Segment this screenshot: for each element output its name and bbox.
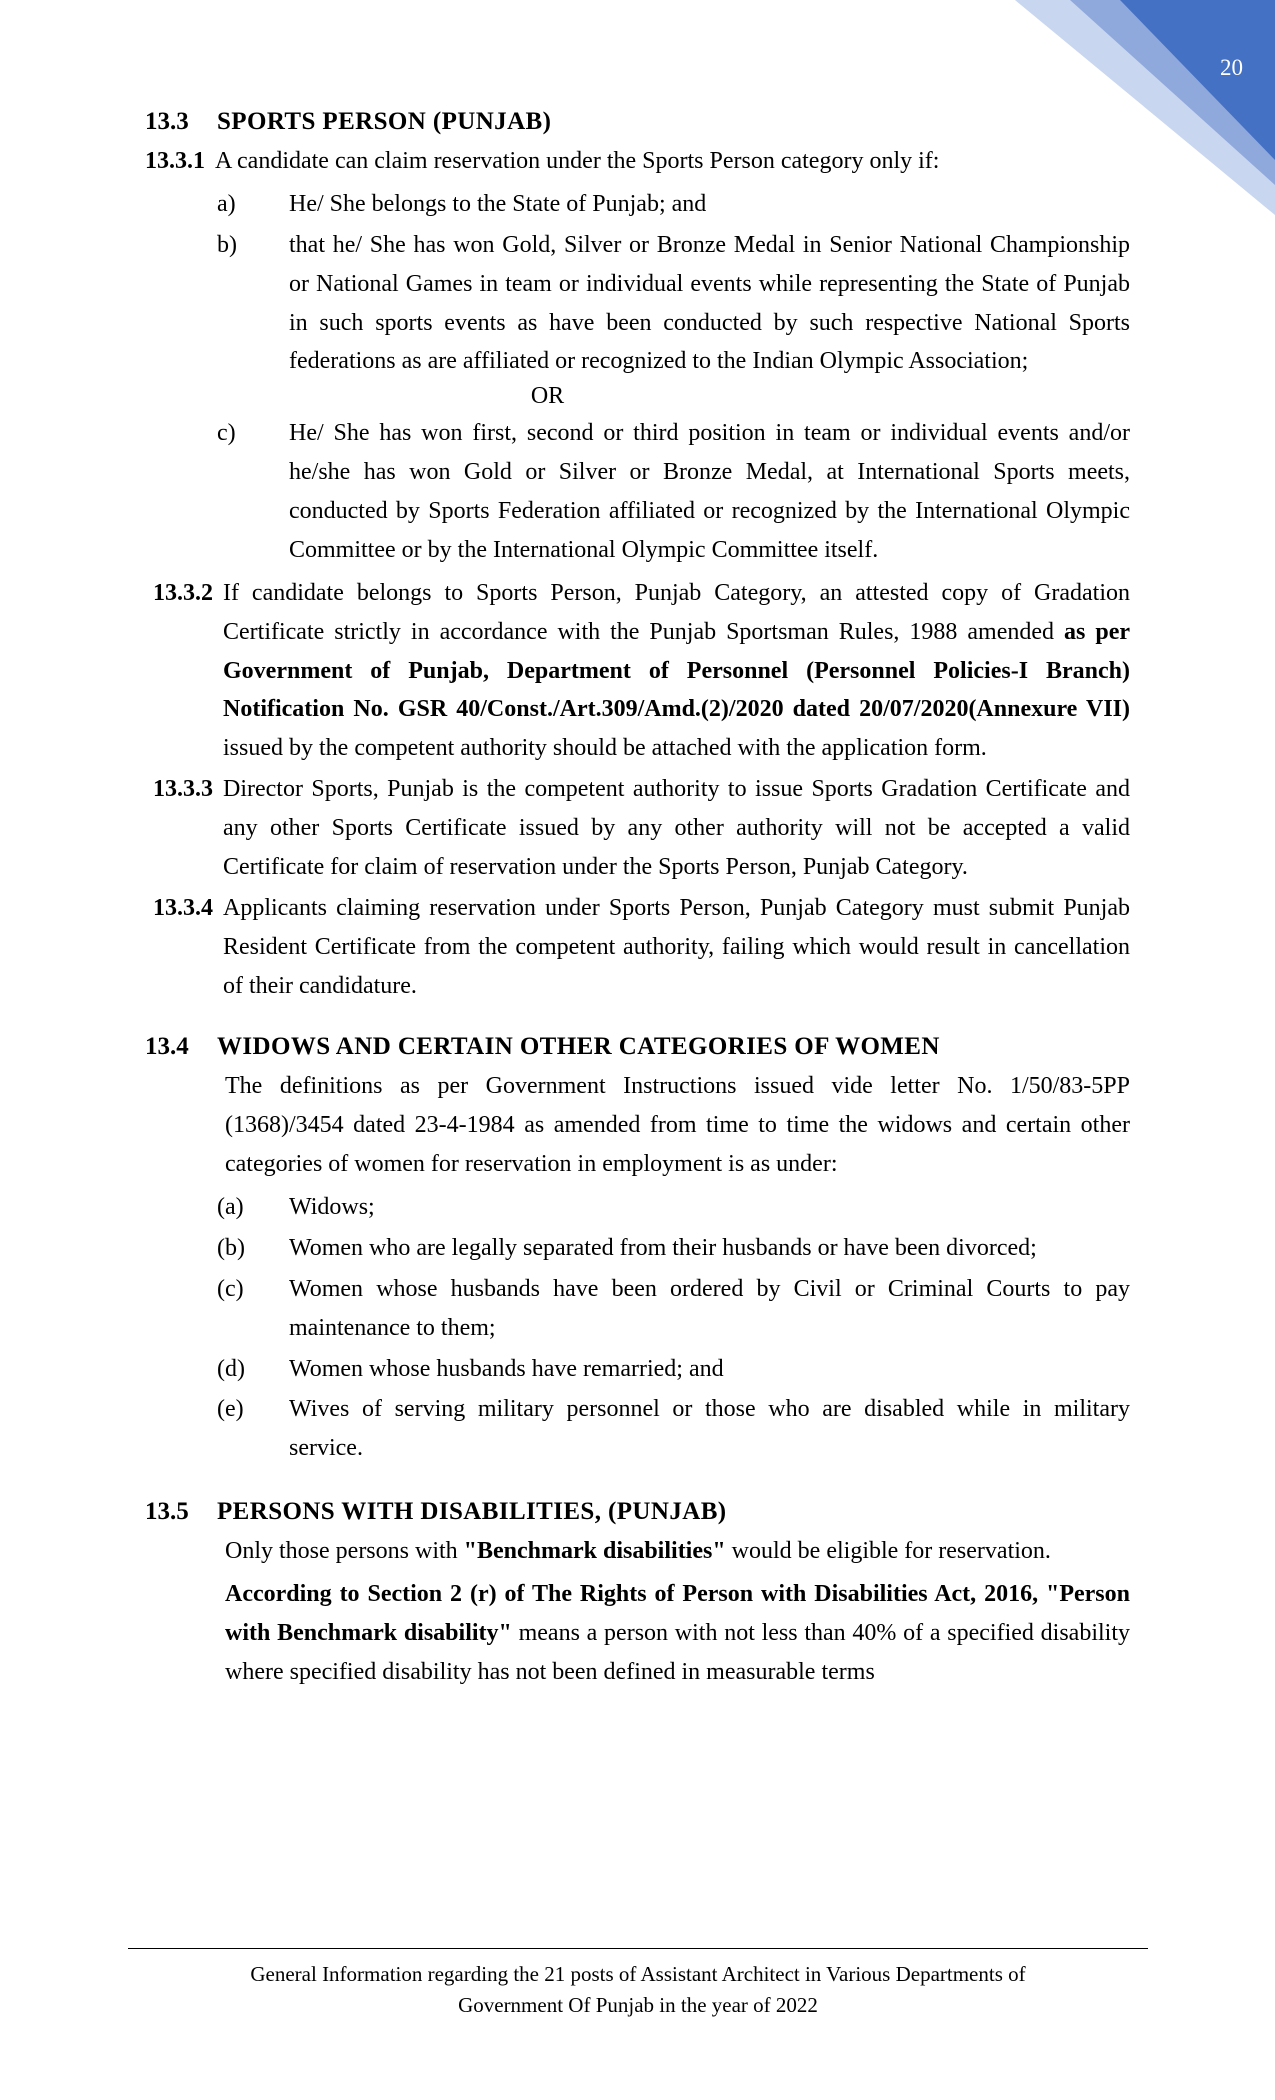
banner-dark-triangle <box>1120 0 1275 160</box>
section-heading-13-4 <box>145 1033 1130 1061</box>
list-item-text: He/ She has won first, second or third position in team or individual events and/or he/she has won Gold or Silver or Bronze Medal, at International Sports meets, conducted by Sports Federation affiliated or recognized by the International Olympic Committee or by the International Olympic Committee itself. <box>289 420 1130 563</box>
page-footer <box>128 1948 1148 2020</box>
list-item-text: He/ She belongs to the State of Punjab; and <box>289 190 707 217</box>
footer-line-2: Government Of Punjab in the year of 2022 <box>458 1992 818 2017</box>
paragraph-text-13-3-1: A candidate can claim reservation under the Sports Person category only if: <box>215 148 940 174</box>
section-heading-13-3 <box>145 108 1130 136</box>
list-item <box>145 414 1130 570</box>
list-item-label: c) <box>217 420 236 447</box>
list-item-label: a) <box>217 190 236 217</box>
paragraph-13-5-2-bold: According to Section 2 (r) of The Rights of Person with Disabilities Act, 2016, "Person with Benchmark disability" <box>225 1581 1130 1646</box>
list-item-label: (a) <box>217 1194 244 1220</box>
list-item-text: that he/ She has won Gold, Silver or Bronze Medal in Senior National Championship or National Games in team or individual events while representing the State of Punjab in such sports events as have been conducted by such respective National Sports federations as are affiliated or recognized to the Indian Olympic Association; <box>289 231 1130 375</box>
paragraph-13-5-1-bold: "Benchmark disabilities" <box>463 1538 726 1565</box>
list-item-text: Women whose husbands have been ordered by Civil or Criminal Courts to pay maintenance to them; <box>289 1275 1130 1341</box>
paragraph-number-13-3-3: 13.3.3 <box>153 776 213 803</box>
list-item <box>145 1390 1130 1468</box>
or-separator: OR <box>530 383 565 410</box>
document-content <box>145 108 1130 1696</box>
list-item <box>145 226 1130 382</box>
paragraph-13-5-1 <box>145 1532 1130 1571</box>
paragraph-13-5-2 <box>145 1575 1130 1692</box>
section-number-13-5: 13.5 <box>145 1498 189 1526</box>
section-number-13-3: 13.3 <box>145 108 189 135</box>
paragraph-text-13-3-2 <box>223 574 1130 768</box>
list-item-text: Women whose husbands have remarried; and <box>289 1355 724 1382</box>
paragraph-text-13-3-4: Applicants claiming reservation under Sports Person, Punjab Category must submit Punjab Resident Certificate from the competent authority, failing which would result in cancellation of their candidature. <box>223 894 1130 999</box>
section-title-13-5: PERSONS WITH DISABILITIES, (PUNJAB) <box>217 1498 727 1526</box>
list-item-text: Women who are legally separated from their husbands or have been divorced; <box>289 1234 1037 1261</box>
paragraph-number-13-3-1: 13.3.1 <box>145 148 205 174</box>
paragraph-text-13-3-3: Director Sports, Punjab is the competent authority to issue Sports Gradation Certificate and any other Sports Certificate issued by any other authority will not be accepted a valid Certificate for claim of reservation under the Sports Person, Punjab Category. <box>223 776 1130 880</box>
paragraph-number-13-3-2: 13.3.2 <box>153 579 213 606</box>
section-title-13-4: WIDOWS AND CERTAIN OTHER CATEGORIES OF WOMEN <box>217 1033 940 1061</box>
paragraph-13-3-2-bold: as per Government of Punjab, Department of Personnel (Personnel Policies-I Branch) Notification No. GSR 40/Const./Art.309/Amd.(2)/2020 dated 20/07/2020(Annexure VII) <box>223 618 1130 723</box>
paragraph-13-5-1-part2: would be eligible for reservation. <box>725 1538 1051 1565</box>
list-item-label: (d) <box>217 1355 245 1382</box>
list-item <box>145 1188 1130 1227</box>
list-item-text: Widows; <box>289 1194 375 1220</box>
paragraph-13-3-2-part2: issued by the competent authority should be attached with the application form. <box>223 735 987 762</box>
paragraph-13-3-2-part1: If candidate belongs to Sports Person, Punjab Category, an attested copy of Gradation Certificate strictly in accordance with the Punjab Sportsman Rules, 1988 amended <box>223 579 1130 645</box>
footer-line-1: General Information regarding the 21 posts of Assistant Architect in Various Departments of <box>250 1962 1026 1987</box>
paragraph-13-3-1 <box>145 142 1130 181</box>
paragraph-13-5-2-rest: means a person with not less than 40% of a specified disability where specified disability has not been defined in measurable terms <box>225 1619 1130 1685</box>
list-item <box>145 1350 1130 1389</box>
list-item-label: (c) <box>217 1275 244 1302</box>
page-number: 20 <box>1220 55 1243 80</box>
list-item-text: Wives of serving military personnel or those who are disabled while in military service. <box>289 1396 1130 1462</box>
list-item <box>145 1270 1130 1348</box>
list-item <box>145 1229 1130 1268</box>
paragraph-13-5-1-part1: Only those persons with <box>225 1538 464 1565</box>
paragraph-13-3-2 <box>145 574 1130 768</box>
paragraph-13-3-3 <box>145 770 1130 887</box>
section-number-13-4: 13.4 <box>145 1033 189 1061</box>
section-title-13-3: SPORTS PERSON (PUNJAB) <box>217 108 552 135</box>
section-heading-13-5 <box>145 1498 1130 1526</box>
list-item-label: b) <box>217 231 237 258</box>
list-item-label: (b) <box>217 1234 245 1261</box>
paragraph-13-4-intro: The definitions as per Government Instructions issued vide letter No. 1/50/83-5PP (1368)/3454 dated 23-4-1984 as amended from time to time the widows and certain other categories of women for reservation in employment is as under: <box>225 1073 1130 1178</box>
list-item <box>145 185 1130 224</box>
list-13-4 <box>145 1188 1130 1468</box>
list-13-3-1 <box>145 185 1130 570</box>
paragraph-13-3-4 <box>145 889 1130 1006</box>
paragraph-number-13-3-4: 13.3.4 <box>153 894 213 921</box>
list-item-label: (e) <box>217 1396 244 1423</box>
